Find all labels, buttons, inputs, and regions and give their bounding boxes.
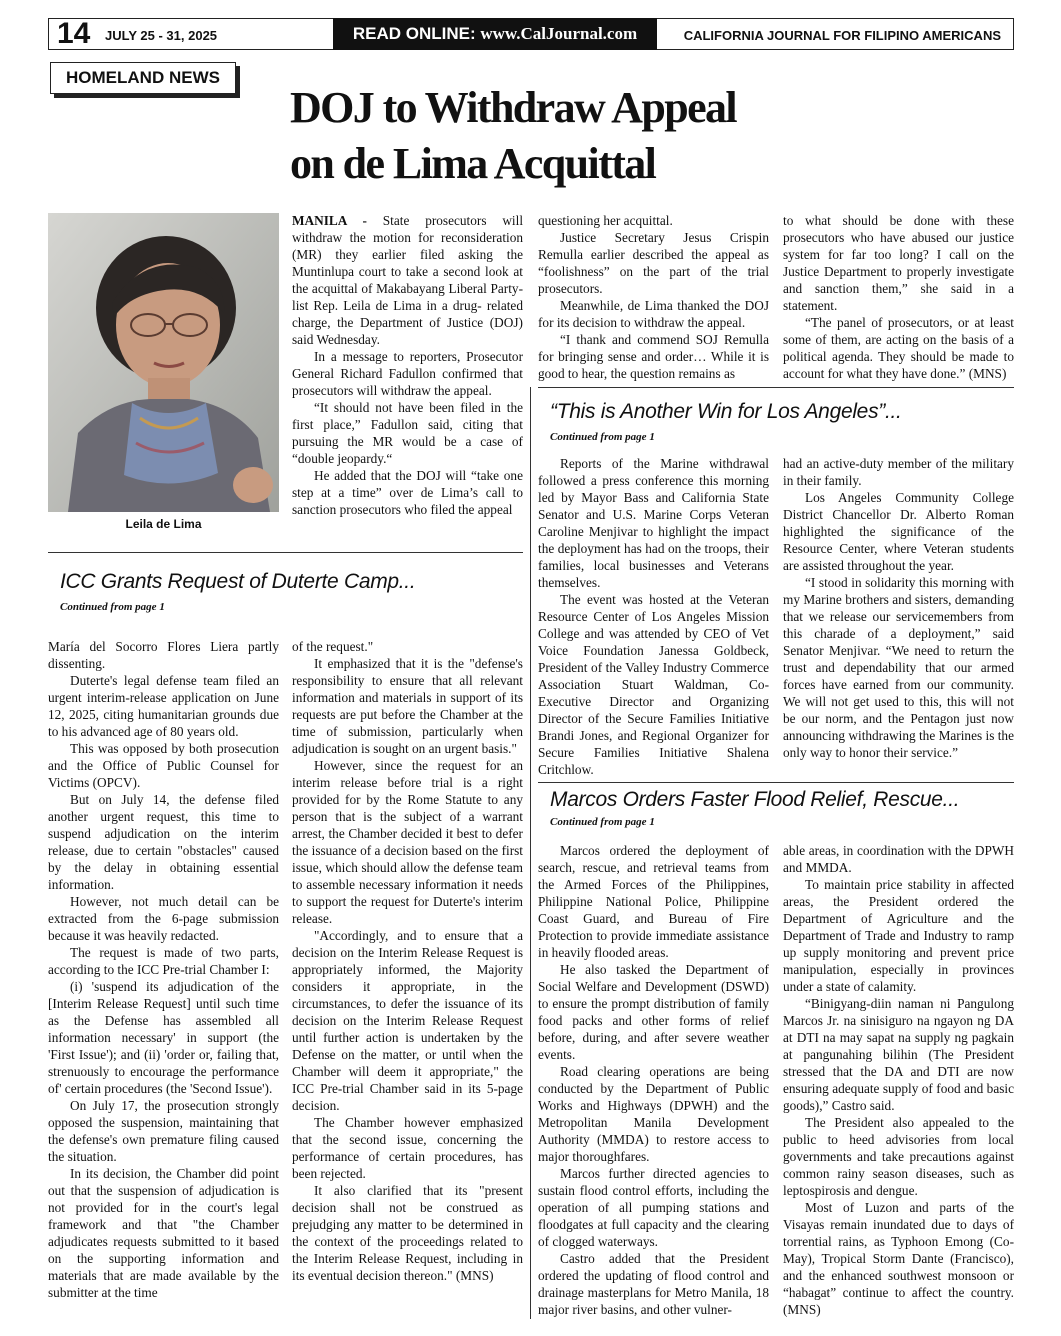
main-article-column-3 (783, 212, 1014, 382)
icc-article-paragraph: of the request." (292, 639, 374, 654)
website-link[interactable]: www.CalJournal.com (480, 24, 638, 43)
marcos-article-paragraph: The President also appealed to the public to heed advisories from local governments and take precautions against common rainy season diseases, such as leptospirosis and dengue. (783, 1115, 1014, 1198)
main-headline (290, 80, 1010, 192)
main-article-column-1 (292, 212, 523, 542)
la-article-column-2 (783, 455, 1014, 777)
main-article-paragraph: Meanwhile, de Lima thanked the DOJ for its decision to withdraw the appeal. (538, 298, 769, 330)
marcos-article-paragraph: Most of Luzon and parts of the Visayas remain inundated due to days of torrential rains, as Typhoon Emong (Co-May), Tropical Storm Dante (Francisco), and the enhanced southwest monsoon or “habagat” continue to affect the country. (MNS) (783, 1200, 1014, 1317)
la-article-paragraph: had an active-duty member of the military in their family. (783, 456, 1014, 488)
read-online-label: READ ONLINE: (352, 24, 476, 43)
la-article-paragraph: “I stood in solidarity this morning with my Marine brothers and sisters, demanding that we release our servicemembers from this charade of a deployment,” said Senator Menjivar. “We need to return the trust and dependability that our armed forces have earned from our community. We will not get used to this, this will not be our norm, and the Pentagon just now announcing withdrawing the Marines is the only way to honor their service.” (783, 575, 1014, 760)
icc-article-paragraph: But on July 14, the defense filed another urgent request, this time to suspend adjudication on the interim release, due to certain "obstacles" caused by the delay in obtaining essential information. (48, 792, 279, 892)
publication-name: CALIFORNIA JOURNAL FOR FILIPINO AMERICANS (683, 28, 1001, 43)
main-article-paragraph: “The panel of prosecutors, or at least some of them, are acting on the basis of a political agenda. They should be made to account for what they have done.” (MNS) (783, 315, 1014, 381)
icc-article-paragraph: It emphasized that it is the "defense's responsibility to ensure that all relevant information and materials in support of its requests are put before the Chamber at the time of submission, particularly when adjudication is sought on an urgent basis." (292, 656, 523, 756)
main-article-paragraph: to what should be done with these prosecutors who have abused our justice system for far too long? I call on the Justice Department to properly investigate and sanction them,” she said in a statement. (783, 213, 1014, 313)
icc-article-paragraph: "Accordingly, and to ensure that a decision on the Interim Release Request is appropriately informed, the Majority considers it appropriate, in the circumstances, to defer the issuance of its decision on the Interim Release Request until further action is undertaken by the Defense on the matter, or until when the Chamber will deem it appropriate," the ICC Pre-trial Chamber said in its 5-page decision. (292, 928, 523, 1113)
marcos-article-paragraph: Castro added that the President ordered the updating of flood control and drainage masterplans for Metro Manila, 18 major river basins, and other vulner- (538, 1251, 769, 1317)
column-divider (530, 387, 531, 1319)
divider (538, 782, 1014, 783)
marcos-article-paragraph: To maintain price stability in affected areas, the President ordered the Department of Agriculture and the Department of Trade and Industry to ramp up supply monitoring and prevent price manipulation, especially in provinces under a state of calamity. (783, 877, 1014, 994)
icc-article-paragraph: The Chamber however emphasized that the second issue, concerning the performance of certain procedures, has been rejected. (292, 1115, 523, 1181)
portrait-image (48, 213, 279, 512)
leila-de-lima-photo (48, 213, 279, 512)
icc-article-paragraph: Duterte's legal defense team filed an urgent interim-release application on June 12, 2025, citing humanitarian grounds due to his advanced age of 80 years old. (48, 673, 279, 739)
icc-article-paragraph: (i) 'suspend its adjudication of the [Interim Release Request] until such time as the Defense has assembled all information necessary' in support (the 'First Issue'); and (ii) 'order or, failing that, strenuously to encourage the performance of' certain procedures (the 'Second Issue'). (48, 979, 279, 1096)
marcos-continued-note: Continued from page 1 (550, 816, 655, 828)
marcos-article-column-2 (783, 842, 1014, 1318)
icc-article-paragraph: However, since the request for an interim release before trial is a right provided for by the Rome Statute to any person that is the subject of a warrant arrest, the Chamber decided it best to defer the issuance of a decision based on the first issue, which should allow the defense team to assemble necessary information it needs to support the request for Duterte's interim release. (292, 758, 523, 926)
icc-article-paragraph: The request is made of two parts, according to the ICC Pre-trial Chamber I: (48, 945, 279, 977)
dateline: MANILA - (292, 213, 367, 228)
read-online-banner[interactable] (333, 18, 657, 50)
marcos-article-paragraph: “Binigyang-diin naman ni Pangulong Marcos Jr. na sinisiguro na ngayon ng DA at DTI na may sapat na supply ng pagkain at pangunahing bilihin (The President stressed that the DA and DTI are now ensuring adequate supply of food and basic goods),” Castro said. (783, 996, 1014, 1113)
marcos-article-paragraph: He also tasked the Department of Social Welfare and Development (DSWD) to ensure the prompt distribution of family food packs and other forms of relief before, during, and after severe weather events. (538, 962, 769, 1062)
la-article-paragraph: Los Angeles Community College District Chancellor Dr. Alberto Roman highlighted the significance of the Resource Center, where Veteran students are assisted throughout the year. (783, 490, 1014, 573)
la-article-paragraph: Reports of the Marine withdrawal followed a press conference this morning led by Mayor Bass and California State Senator and U.S. Marine Corps Veteran Caroline Menjivar to highlight the impact the deployment has had on the troops, their families, local businesses and Veterans themselves. (538, 456, 769, 590)
marcos-article-column-1 (538, 842, 769, 1318)
la-continued-note: Continued from page 1 (550, 431, 655, 443)
headline-line-1: DOJ to Withdraw Appeal (290, 83, 737, 132)
marcos-article-title: Marcos Orders Faster Flood Relief, Rescue... (550, 788, 960, 811)
main-article-paragraph: State prosecutors will withdraw the motion for reconsideration (MR) they earlier filed asking the Muntinlupa court to take a second look at the acquittal of Makabayang Liberal Party-list Rep. Leila de Lima in a drug- related charge, the Department of Justice (DOJ) said Wednesday. (292, 213, 523, 347)
icc-continued-note: Continued from page 1 (60, 601, 165, 613)
photo-caption: Leila de Lima (125, 517, 202, 531)
icc-article-column-1 (48, 638, 279, 1318)
icc-article-paragraph: In its decision, the Chamber did point out that the suspension of adjudication is not provided for in the court's legal framework and that "the Chamber adjudicates requests submitted to it based on the supporting information and materials that are made available by the submitter at the time (48, 1166, 279, 1300)
icc-article-paragraph: It also clarified that its "present decision shall not be construed as prejudging any matter to be determined in the context of the proceedings related to the Interim Release Request, including in its eventual decision thereon." (MNS) (292, 1183, 523, 1283)
main-article-paragraph: “I thank and commend SOJ Remulla for bringing sense and order… While it is good to hear, the question remains as (538, 332, 769, 381)
divider (48, 552, 523, 553)
page-number: 14 (57, 17, 91, 50)
la-article-column-1 (538, 455, 769, 777)
la-article-paragraph: The event was hosted at the Veteran Resource Center of Los Angeles Mission College and was attended by CEO of Vet Voice Foundation Janessa Goldbeck, President of the Valley Industry Commerce Association Stuart Waldman, Co-Executive Director and Organizing Director of the Secure Families Initiative Brandi Jones, and Regional Organizer for Secure Families Initiative Shalena Critchlow. (538, 592, 769, 777)
main-article-paragraph: In a message to reporters, Prosecutor General Richard Fadullon confirmed that prosecutors will withdraw the appeal. (292, 349, 523, 398)
icc-article-column-2 (292, 638, 523, 1318)
marcos-article-paragraph: Marcos further directed agencies to sustain flood control efforts, including the operation of all pumping stations and floodgates at full capacity and the clearing of clogged waterways. (538, 1166, 769, 1249)
main-article-paragraph: He added that the DOJ will “take one step at a time” over de Lima’s call to sanction prosecutors who filed the appeal (292, 468, 523, 517)
icc-article-title: ICC Grants Request of Duterte Camp... (60, 570, 416, 593)
main-article-column-2 (538, 212, 769, 382)
main-article-paragraph: questioning her acquittal. (538, 213, 673, 228)
issue-date: JULY 25 - 31, 2025 (105, 28, 218, 43)
page-header (48, 18, 1014, 50)
marcos-article-paragraph: Marcos ordered the deployment of search, rescue, and retrieval teams from the Armed Forces of the Philippines, Philippine National Police, Philippine Coast Guard, and Bureau of Fire Protection to provide immediate assistance in heavily flooded areas. (538, 843, 769, 960)
la-article-title: “This is Another Win for Los Angeles”... (550, 400, 902, 423)
headline-line-2: on de Lima Acquittal (290, 139, 656, 188)
section-label: HOMELAND NEWS (50, 62, 236, 94)
divider (538, 387, 1014, 388)
main-article-paragraph: “It should not have been filed in the first place,” Fadullon said, citing that pursuing the MR would be a case of “double jeopardy.“ (292, 400, 523, 466)
icc-article-paragraph: María del Socorro Flores Liera partly dissenting. (48, 639, 279, 671)
marcos-article-paragraph: Road clearing operations are being conducted by the Department of Public Works and Highways (DPWH) and the Metropolitan Manila Development Authority (MMDA) to restore access to major thoroughfares. (538, 1064, 769, 1164)
icc-article-paragraph: This was opposed by both prosecution and the Office of Public Counsel for Victims (OPCV). (48, 741, 279, 790)
icc-article-paragraph: However, not much detail can be extracted from the 6-page submission because it was heavily redacted. (48, 894, 279, 943)
icc-article-paragraph: On July 17, the prosecution strongly opposed the suspension, maintaining that the defense's own premature filing caused the situation. (48, 1098, 279, 1164)
marcos-article-paragraph: able areas, in coordination with the DPWH and MMDA. (783, 843, 1014, 875)
main-article-paragraph: Justice Secretary Jesus Crispin Remulla earlier described the appeal as “foolishness” on the part of the trial prosecutors. (538, 230, 769, 296)
